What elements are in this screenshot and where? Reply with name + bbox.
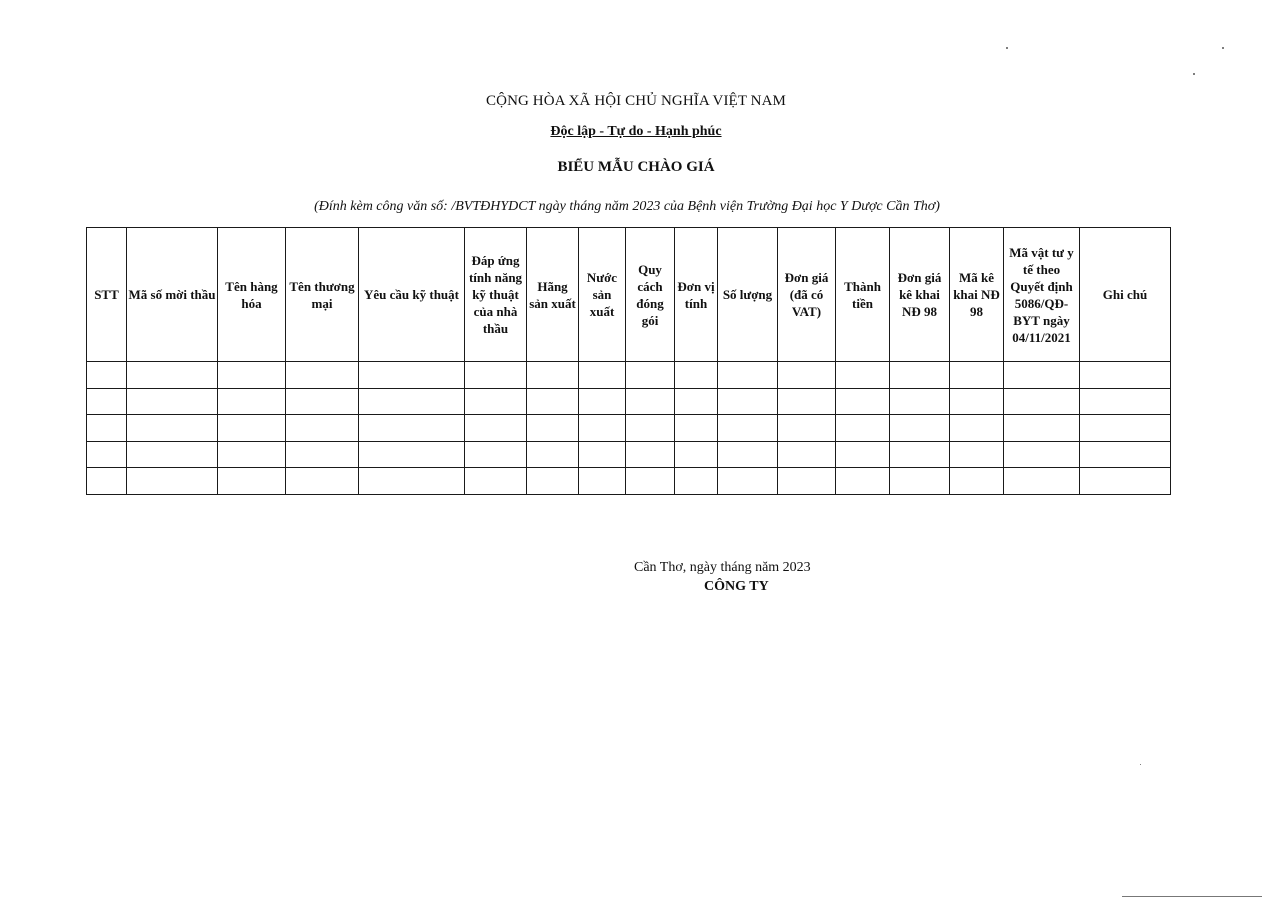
table-header-row — [87, 228, 1171, 362]
table-cell — [836, 468, 890, 495]
table-cell — [718, 388, 778, 415]
table-cell — [286, 388, 359, 415]
table-cell — [1080, 362, 1171, 389]
table-cell — [527, 415, 579, 442]
column-header: Hãng sản xuất — [527, 228, 579, 362]
table-cell — [127, 441, 218, 468]
table-cell — [836, 441, 890, 468]
table-cell — [579, 415, 626, 442]
table-cell — [87, 441, 127, 468]
table-cell — [626, 441, 675, 468]
table-cell — [87, 415, 127, 442]
table-cell — [527, 441, 579, 468]
column-header: Đơn giá kê khai NĐ 98 — [890, 228, 950, 362]
table-cell — [890, 388, 950, 415]
table-cell — [1080, 468, 1171, 495]
column-header: Thành tiền — [836, 228, 890, 362]
table-cell — [778, 388, 836, 415]
table-cell — [950, 388, 1004, 415]
table-cell — [778, 362, 836, 389]
column-header: Đáp ứng tính năng kỹ thuật của nhà thầu — [465, 228, 527, 362]
table-cell — [890, 362, 950, 389]
table-cell — [218, 362, 286, 389]
table-cell — [465, 441, 527, 468]
scan-speck — [1193, 73, 1195, 75]
table-cell — [626, 415, 675, 442]
table-cell — [675, 415, 718, 442]
column-header: Quy cách đóng gói — [626, 228, 675, 362]
scan-edge-line — [1122, 896, 1262, 897]
table-cell — [465, 388, 527, 415]
column-header: Mã số mời thầu — [127, 228, 218, 362]
table-body — [87, 362, 1171, 495]
column-header: Tên thương mại — [286, 228, 359, 362]
table-cell — [1080, 415, 1171, 442]
table-cell — [718, 362, 778, 389]
table-cell — [1004, 441, 1080, 468]
column-header: Nước sản xuất — [579, 228, 626, 362]
table-cell — [950, 441, 1004, 468]
table-cell — [626, 362, 675, 389]
table-cell — [527, 362, 579, 389]
table-cell — [1004, 468, 1080, 495]
table-cell — [675, 388, 718, 415]
table-cell — [1004, 415, 1080, 442]
table-cell — [675, 362, 718, 389]
column-header: Mã vật tư y tế theo Quyết định 5086/QĐ-BYT ngày 04/11/2021 — [1004, 228, 1080, 362]
table-cell — [465, 362, 527, 389]
table-cell — [1080, 441, 1171, 468]
table-cell — [950, 362, 1004, 389]
table-cell — [675, 441, 718, 468]
table-cell — [218, 388, 286, 415]
table-cell — [218, 468, 286, 495]
table-cell — [465, 415, 527, 442]
table-cell — [778, 468, 836, 495]
table-cell — [836, 415, 890, 442]
table-cell — [778, 415, 836, 442]
scan-speck — [1006, 47, 1008, 49]
column-header: Ghi chú — [1080, 228, 1171, 362]
table-row — [87, 362, 1171, 389]
scan-speck — [1140, 764, 1141, 765]
table-cell — [359, 362, 465, 389]
column-header: STT — [87, 228, 127, 362]
table-cell — [579, 362, 626, 389]
table-cell — [218, 415, 286, 442]
form-title: BIỂU MẪU CHÀO GIÁ — [557, 159, 715, 175]
signature-place-date: Cần Thơ, ngày tháng năm 2023 — [634, 560, 811, 575]
table-cell — [626, 468, 675, 495]
table-cell — [626, 388, 675, 415]
table-cell — [87, 362, 127, 389]
column-header: Mã kê khai NĐ 98 — [950, 228, 1004, 362]
table-cell — [579, 388, 626, 415]
table-cell — [286, 362, 359, 389]
column-header: Đơn vị tính — [675, 228, 718, 362]
signature-company: CÔNG TY — [704, 579, 769, 594]
table-cell — [359, 468, 465, 495]
table-cell — [286, 415, 359, 442]
table-cell — [465, 468, 527, 495]
table-row — [87, 415, 1171, 442]
table-cell — [127, 388, 218, 415]
table-cell — [359, 415, 465, 442]
table-cell — [127, 362, 218, 389]
table-cell — [579, 441, 626, 468]
table-cell — [127, 468, 218, 495]
table-row — [87, 468, 1171, 495]
table-cell — [527, 468, 579, 495]
table-cell — [1004, 388, 1080, 415]
column-header: Yêu cầu kỹ thuật — [359, 228, 465, 362]
motto — [0, 124, 1272, 140]
table-cell — [87, 388, 127, 415]
table-cell — [950, 468, 1004, 495]
table-cell — [890, 415, 950, 442]
table-cell — [778, 441, 836, 468]
column-header: Số lượng — [718, 228, 778, 362]
table-cell — [675, 468, 718, 495]
table-cell — [359, 441, 465, 468]
table-cell — [718, 441, 778, 468]
table-cell — [359, 388, 465, 415]
table-cell — [950, 415, 1004, 442]
table-cell — [286, 441, 359, 468]
table-cell — [527, 388, 579, 415]
column-header: Đơn giá (đã có VAT) — [778, 228, 836, 362]
table-cell — [836, 362, 890, 389]
table-cell — [718, 415, 778, 442]
national-title: CỘNG HÒA XÃ HỘI CHỦ NGHĨA VIỆT NAM — [486, 93, 786, 109]
table-cell — [87, 468, 127, 495]
column-header: Tên hàng hóa — [218, 228, 286, 362]
table-cell — [836, 388, 890, 415]
table-cell — [579, 468, 626, 495]
table-row — [87, 441, 1171, 468]
table-row — [87, 388, 1171, 415]
quote-table — [86, 227, 1171, 495]
table-cell — [1080, 388, 1171, 415]
table-cell — [218, 441, 286, 468]
table-cell — [890, 468, 950, 495]
table-cell — [286, 468, 359, 495]
motto-text: Độc lập - Tự do - Hạnh phúc — [550, 124, 722, 139]
table-cell — [718, 468, 778, 495]
attachment-note: (Đính kèm công văn số: /BVTĐHYDCT ngày tháng năm 2023 của Bệnh viện Trường Đại học Y Dược Cần Thơ) — [314, 199, 940, 214]
table-cell — [127, 415, 218, 442]
table-cell — [890, 441, 950, 468]
table-cell — [1004, 362, 1080, 389]
scan-speck — [1222, 47, 1224, 49]
